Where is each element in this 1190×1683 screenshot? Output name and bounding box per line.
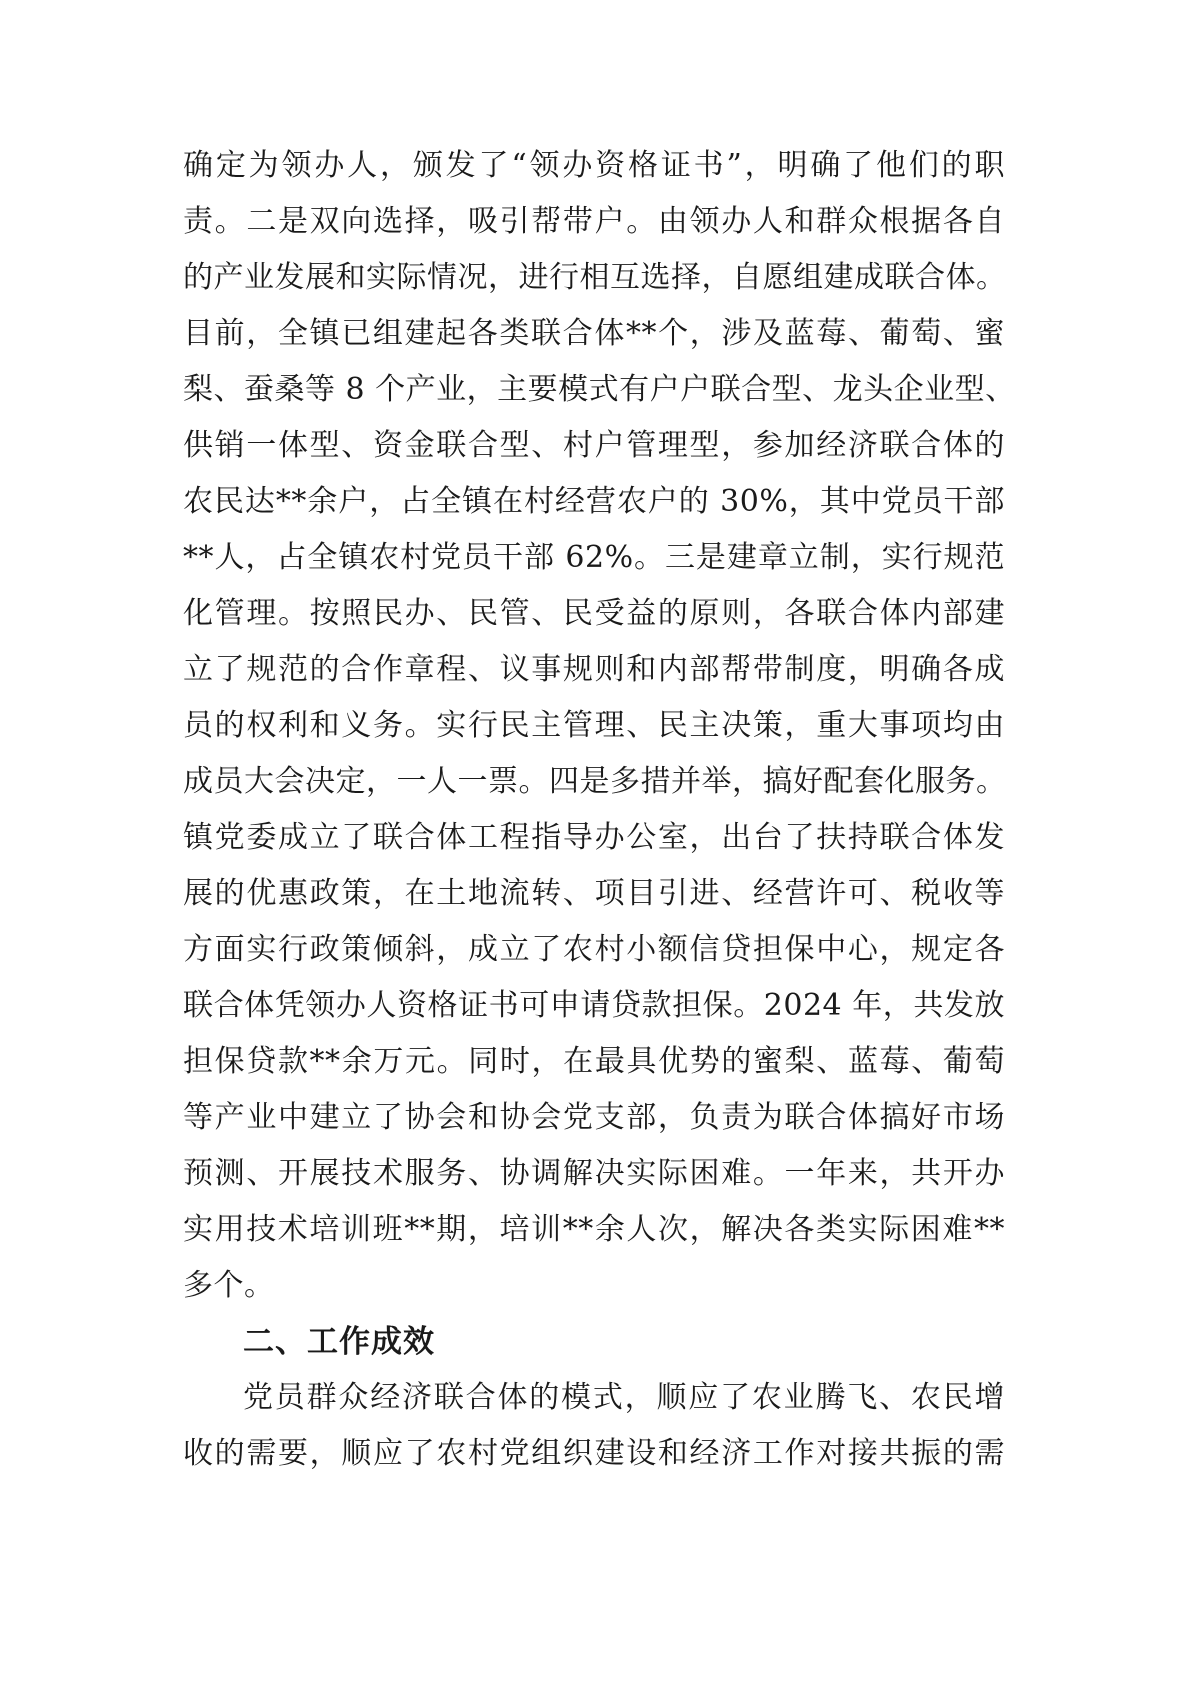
text-line: 预测、开展技术服务、协调解决实际困难。一年来，共开办 [183,1156,1005,1191]
text-line: 的产业发展和实际情况，进行相互选择，自愿组建成联合体。 [183,260,1007,295]
text-line: 农民达**余户，占全镇在村经营农户的 30%，其中党员干部 [183,484,1005,519]
text-line: 联合体凭领办人资格证书可申请贷款担保。2024 年，共发放 [183,988,1005,1023]
text-line: 目前，全镇已组建起各类联合体**个，涉及蓝莓、葡萄、蜜 [183,316,1005,351]
text-line: 责。二是双向选择，吸引帮带户。由领办人和群众根据各自 [183,204,1005,239]
text-line: 立了规范的合作章程、议事规则和内部帮带制度，明确各成 [183,652,1005,687]
text-line: 党员群众经济联合体的模式，顺应了农业腾飞、农民增 [243,1380,1005,1415]
text-line: **人，占全镇农村党员干部 62%。三是建章立制，实行规范 [183,540,1005,575]
text-line: 展的优惠政策，在土地流转、项目引进、经营许可、税收等 [183,876,1005,911]
text-line: 供销一体型、资金联合型、村户管理型，参加经济联合体的 [183,428,1005,463]
text-line: 成员大会决定，一人一票。四是多措并举，搞好配套化服务。 [183,764,1007,799]
section-heading: 二、工作成效 [243,1324,435,1360]
text-line: 确定为领办人，颁发了“领办资格证书”，明确了他们的职 [183,148,1005,183]
text-line: 多个。 [183,1268,275,1303]
text-line: 担保贷款**余万元。同时，在最具优势的蜜梨、蓝莓、葡萄 [183,1044,1005,1079]
text-line: 梨、蚕桑等 8 个产业，主要模式有户户联合型、龙头企业型、 [183,372,1016,407]
text-line: 镇党委成立了联合体工程指导办公室，出台了扶持联合体发 [183,820,1005,855]
text-line: 等产业中建立了协会和协会党支部，负责为联合体搞好市场 [183,1100,1005,1135]
text-line: 实用技术培训班**期，培训**余人次，解决各类实际困难** [183,1212,1005,1247]
text-line: 收的需要，顺应了农村党组织建设和经济工作对接共振的需 [183,1436,1005,1471]
text-line: 化管理。按照民办、民管、民受益的原则，各联合体内部建 [183,596,1005,631]
text-line: 方面实行政策倾斜，成立了农村小额信贷担保中心，规定各 [183,932,1005,967]
text-line: 员的权利和义务。实行民主管理、民主决策，重大事项均由 [183,708,1005,743]
